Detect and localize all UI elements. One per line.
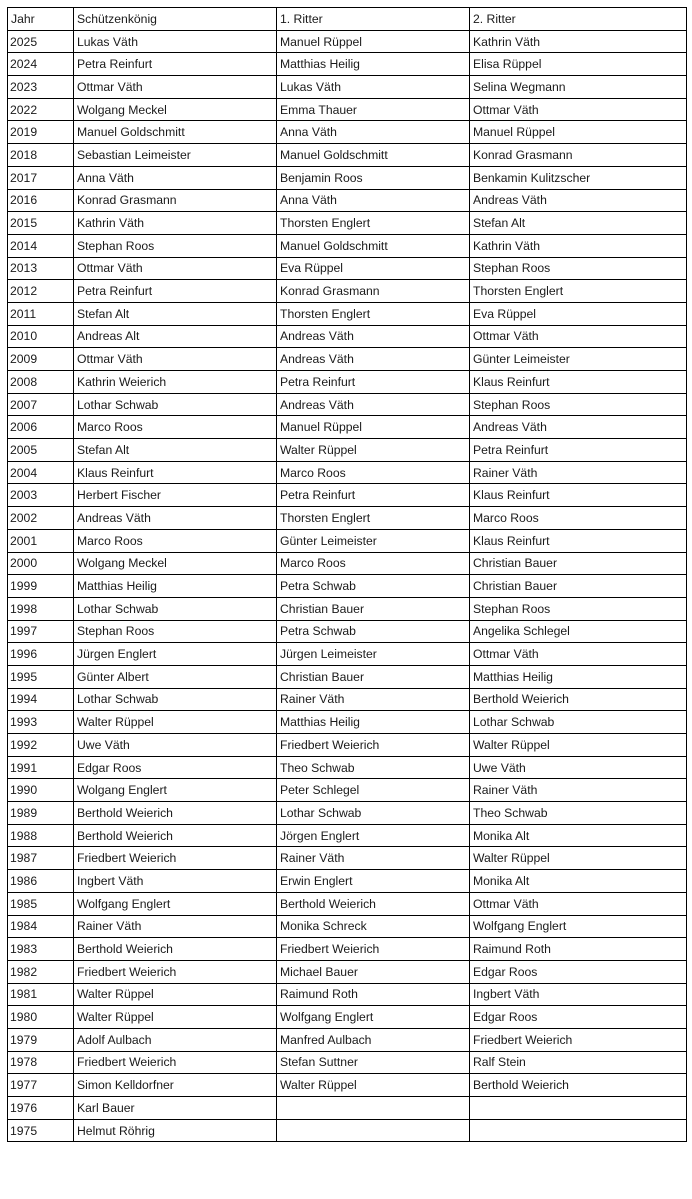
cell-king: Stephan Roos bbox=[74, 620, 277, 643]
cell-king: Karl Bauer bbox=[74, 1097, 277, 1120]
table-row bbox=[8, 1006, 687, 1029]
cell-knight1: Manfred Aulbach bbox=[277, 1028, 470, 1051]
cell-knight1: Walter Rüppel bbox=[277, 439, 470, 462]
table-row bbox=[8, 847, 687, 870]
cell-knight2: Stephan Roos bbox=[470, 597, 687, 620]
cell-knight2: Theo Schwab bbox=[470, 802, 687, 825]
cell-year: 2012 bbox=[8, 280, 74, 303]
cell-year: 1992 bbox=[8, 734, 74, 757]
table-row bbox=[8, 597, 687, 620]
cell-year: 2016 bbox=[8, 189, 74, 212]
cell-knight2: Eva Rüppel bbox=[470, 302, 687, 325]
cell-knight2: Monika Alt bbox=[470, 870, 687, 893]
cell-king: Ingbert Väth bbox=[74, 870, 277, 893]
cell-king: Lukas Väth bbox=[74, 30, 277, 53]
table-row bbox=[8, 1074, 687, 1097]
cell-knight1: Rainer Väth bbox=[277, 847, 470, 870]
table-row bbox=[8, 643, 687, 666]
cell-year: 1997 bbox=[8, 620, 74, 643]
cell-knight1: Manuel Goldschmitt bbox=[277, 234, 470, 257]
cell-king: Petra Reinfurt bbox=[74, 280, 277, 303]
table-row bbox=[8, 234, 687, 257]
cell-year: 1980 bbox=[8, 1006, 74, 1029]
cell-year: 2003 bbox=[8, 484, 74, 507]
cell-king: Friedbert Weierich bbox=[74, 960, 277, 983]
cell-year: 2022 bbox=[8, 98, 74, 121]
cell-year: 2007 bbox=[8, 393, 74, 416]
cell-king: Helmut Röhrig bbox=[74, 1119, 277, 1142]
cell-king: Manuel Goldschmitt bbox=[74, 121, 277, 144]
cell-knight1: Lukas Väth bbox=[277, 76, 470, 99]
cell-knight1: Jürgen Leimeister bbox=[277, 643, 470, 666]
cell-year: 1986 bbox=[8, 870, 74, 893]
cell-knight1: Michael Bauer bbox=[277, 960, 470, 983]
table-row bbox=[8, 552, 687, 575]
cell-year: 1987 bbox=[8, 847, 74, 870]
cell-year: 1994 bbox=[8, 688, 74, 711]
cell-king: Berthold Weierich bbox=[74, 824, 277, 847]
cell-king: Andreas Alt bbox=[74, 325, 277, 348]
cell-knight1: Petra Reinfurt bbox=[277, 371, 470, 394]
cell-king: Marco Roos bbox=[74, 529, 277, 552]
table-row bbox=[8, 76, 687, 99]
cell-king: Anna Väth bbox=[74, 166, 277, 189]
cell-knight1: Theo Schwab bbox=[277, 756, 470, 779]
cell-knight2: Klaus Reinfurt bbox=[470, 484, 687, 507]
cell-knight1: Marco Roos bbox=[277, 461, 470, 484]
cell-king: Adolf Aulbach bbox=[74, 1028, 277, 1051]
cell-knight1: Matthias Heilig bbox=[277, 53, 470, 76]
table-row bbox=[8, 575, 687, 598]
cell-knight1: Marco Roos bbox=[277, 552, 470, 575]
cell-king: Wolgang Englert bbox=[74, 779, 277, 802]
cell-year: 2005 bbox=[8, 439, 74, 462]
cell-year: 1993 bbox=[8, 711, 74, 734]
cell-knight2: Ottmar Väth bbox=[470, 98, 687, 121]
cell-year: 1989 bbox=[8, 802, 74, 825]
cell-knight1: Andreas Väth bbox=[277, 325, 470, 348]
cell-king: Stefan Alt bbox=[74, 302, 277, 325]
cell-year: 2010 bbox=[8, 325, 74, 348]
cell-king: Stefan Alt bbox=[74, 439, 277, 462]
table-row bbox=[8, 938, 687, 961]
table-row bbox=[8, 529, 687, 552]
table-row bbox=[8, 870, 687, 893]
cell-knight2: Raimund Roth bbox=[470, 938, 687, 961]
table-row bbox=[8, 325, 687, 348]
roster-body bbox=[8, 30, 687, 1142]
cell-year: 2015 bbox=[8, 212, 74, 235]
cell-year: 1983 bbox=[8, 938, 74, 961]
cell-king: Kathrin Weierich bbox=[74, 371, 277, 394]
cell-knight1: Konrad Grasmann bbox=[277, 280, 470, 303]
table-row bbox=[8, 53, 687, 76]
cell-year: 2013 bbox=[8, 257, 74, 280]
cell-knight1: Eva Rüppel bbox=[277, 257, 470, 280]
cell-king: Konrad Grasmann bbox=[74, 189, 277, 212]
table-row bbox=[8, 121, 687, 144]
cell-knight1: Petra Schwab bbox=[277, 620, 470, 643]
cell-knight1: Manuel Rüppel bbox=[277, 30, 470, 53]
table-row bbox=[8, 280, 687, 303]
cell-king: Jürgen Englert bbox=[74, 643, 277, 666]
cell-knight2: Stephan Roos bbox=[470, 393, 687, 416]
cell-king: Lothar Schwab bbox=[74, 688, 277, 711]
cell-knight2: Edgar Roos bbox=[470, 960, 687, 983]
cell-knight1: Jörgen Englert bbox=[277, 824, 470, 847]
cell-knight1: Berthold Weierich bbox=[277, 892, 470, 915]
cell-king: Lothar Schwab bbox=[74, 393, 277, 416]
cell-king: Wolgang Meckel bbox=[74, 98, 277, 121]
cell-knight2: Petra Reinfurt bbox=[470, 439, 687, 462]
cell-knight2: Berthold Weierich bbox=[470, 688, 687, 711]
cell-knight2: Ralf Stein bbox=[470, 1051, 687, 1074]
cell-year: 2023 bbox=[8, 76, 74, 99]
cell-knight2: Konrad Grasmann bbox=[470, 144, 687, 167]
cell-king: Marco Roos bbox=[74, 416, 277, 439]
cell-year: 1996 bbox=[8, 643, 74, 666]
cell-knight2: Rainer Väth bbox=[470, 461, 687, 484]
cell-knight2: Walter Rüppel bbox=[470, 734, 687, 757]
cell-knight1 bbox=[277, 1097, 470, 1120]
table-row bbox=[8, 892, 687, 915]
cell-year: 2011 bbox=[8, 302, 74, 325]
cell-knight2: Lothar Schwab bbox=[470, 711, 687, 734]
table-row bbox=[8, 665, 687, 688]
column-header-year: Jahr bbox=[8, 8, 74, 31]
cell-knight1: Monika Schreck bbox=[277, 915, 470, 938]
table-row bbox=[8, 756, 687, 779]
cell-year: 1976 bbox=[8, 1097, 74, 1120]
cell-knight1: Thorsten Englert bbox=[277, 212, 470, 235]
cell-knight1: Anna Väth bbox=[277, 121, 470, 144]
cell-year: 1982 bbox=[8, 960, 74, 983]
cell-knight2: Stephan Roos bbox=[470, 257, 687, 280]
cell-year: 1988 bbox=[8, 824, 74, 847]
cell-year: 1984 bbox=[8, 915, 74, 938]
cell-king: Rainer Väth bbox=[74, 915, 277, 938]
cell-year: 2019 bbox=[8, 121, 74, 144]
table-row bbox=[8, 1097, 687, 1120]
cell-knight2: Ingbert Väth bbox=[470, 983, 687, 1006]
table-row bbox=[8, 711, 687, 734]
cell-year: 2001 bbox=[8, 529, 74, 552]
cell-knight2: Andreas Väth bbox=[470, 416, 687, 439]
cell-knight2 bbox=[470, 1097, 687, 1120]
table-row bbox=[8, 439, 687, 462]
cell-knight2: Klaus Reinfurt bbox=[470, 529, 687, 552]
cell-king: Edgar Roos bbox=[74, 756, 277, 779]
cell-king: Friedbert Weierich bbox=[74, 847, 277, 870]
cell-year: 2014 bbox=[8, 234, 74, 257]
cell-knight1: Anna Väth bbox=[277, 189, 470, 212]
cell-knight1: Christian Bauer bbox=[277, 665, 470, 688]
cell-year: 2017 bbox=[8, 166, 74, 189]
table-row bbox=[8, 98, 687, 121]
table-row bbox=[8, 393, 687, 416]
cell-knight1 bbox=[277, 1119, 470, 1142]
header-row bbox=[8, 8, 687, 31]
cell-knight1: Benjamin Roos bbox=[277, 166, 470, 189]
cell-knight2: Kathrin Väth bbox=[470, 234, 687, 257]
table-row bbox=[8, 734, 687, 757]
table-row bbox=[8, 1119, 687, 1142]
cell-king: Sebastian Leimeister bbox=[74, 144, 277, 167]
table-row bbox=[8, 257, 687, 280]
cell-knight1: Günter Leimeister bbox=[277, 529, 470, 552]
cell-year: 2009 bbox=[8, 348, 74, 371]
cell-king: Berthold Weierich bbox=[74, 802, 277, 825]
cell-year: 1991 bbox=[8, 756, 74, 779]
cell-year: 2018 bbox=[8, 144, 74, 167]
cell-knight2: Selina Wegmann bbox=[470, 76, 687, 99]
cell-year: 2004 bbox=[8, 461, 74, 484]
cell-knight1: Petra Schwab bbox=[277, 575, 470, 598]
cell-knight1: Peter Schlegel bbox=[277, 779, 470, 802]
cell-knight2: Günter Leimeister bbox=[470, 348, 687, 371]
table-row bbox=[8, 484, 687, 507]
cell-knight2: Ottmar Väth bbox=[470, 325, 687, 348]
table-row bbox=[8, 915, 687, 938]
cell-knight1: Manuel Goldschmitt bbox=[277, 144, 470, 167]
table-row bbox=[8, 688, 687, 711]
cell-king: Walter Rüppel bbox=[74, 711, 277, 734]
cell-knight2: Edgar Roos bbox=[470, 1006, 687, 1029]
table-row bbox=[8, 960, 687, 983]
cell-king: Ottmar Väth bbox=[74, 76, 277, 99]
cell-king: Ottmar Väth bbox=[74, 257, 277, 280]
cell-knight2: Marco Roos bbox=[470, 507, 687, 530]
cell-knight2: Manuel Rüppel bbox=[470, 121, 687, 144]
cell-king: Berthold Weierich bbox=[74, 938, 277, 961]
cell-knight2: Wolfgang Englert bbox=[470, 915, 687, 938]
cell-king: Walter Rüppel bbox=[74, 983, 277, 1006]
cell-knight2: Uwe Väth bbox=[470, 756, 687, 779]
table-row bbox=[8, 212, 687, 235]
cell-knight1: Andreas Väth bbox=[277, 393, 470, 416]
cell-knight2: Kathrin Väth bbox=[470, 30, 687, 53]
cell-king: Stephan Roos bbox=[74, 234, 277, 257]
cell-king: Herbert Fischer bbox=[74, 484, 277, 507]
cell-king: Lothar Schwab bbox=[74, 597, 277, 620]
cell-knight1: Raimund Roth bbox=[277, 983, 470, 1006]
cell-year: 1998 bbox=[8, 597, 74, 620]
cell-king: Klaus Reinfurt bbox=[74, 461, 277, 484]
column-header-knight1: 1. Ritter bbox=[277, 8, 470, 31]
cell-knight2: Andreas Väth bbox=[470, 189, 687, 212]
cell-knight2: Angelika Schlegel bbox=[470, 620, 687, 643]
column-header-knight2: 2. Ritter bbox=[470, 8, 687, 31]
cell-year: 1979 bbox=[8, 1028, 74, 1051]
cell-knight1: Wolfgang Englert bbox=[277, 1006, 470, 1029]
cell-knight1: Erwin Englert bbox=[277, 870, 470, 893]
cell-king: Friedbert Weierich bbox=[74, 1051, 277, 1074]
cell-king: Petra Reinfurt bbox=[74, 53, 277, 76]
cell-year: 1977 bbox=[8, 1074, 74, 1097]
cell-year: 2006 bbox=[8, 416, 74, 439]
cell-year: 2024 bbox=[8, 53, 74, 76]
cell-knight1: Petra Reinfurt bbox=[277, 484, 470, 507]
cell-knight2: Klaus Reinfurt bbox=[470, 371, 687, 394]
table-row bbox=[8, 507, 687, 530]
table-row bbox=[8, 416, 687, 439]
cell-knight1: Friedbert Weierich bbox=[277, 938, 470, 961]
cell-knight2: Berthold Weierich bbox=[470, 1074, 687, 1097]
cell-king: Wolgang Meckel bbox=[74, 552, 277, 575]
cell-knight2: Stefan Alt bbox=[470, 212, 687, 235]
table-row bbox=[8, 779, 687, 802]
table-row bbox=[8, 824, 687, 847]
cell-knight2 bbox=[470, 1119, 687, 1142]
cell-knight1: Manuel Rüppel bbox=[277, 416, 470, 439]
cell-knight1: Lothar Schwab bbox=[277, 802, 470, 825]
cell-king: Walter Rüppel bbox=[74, 1006, 277, 1029]
cell-year: 2025 bbox=[8, 30, 74, 53]
cell-knight2: Rainer Väth bbox=[470, 779, 687, 802]
table-row bbox=[8, 30, 687, 53]
cell-king: Günter Albert bbox=[74, 665, 277, 688]
cell-knight2: Walter Rüppel bbox=[470, 847, 687, 870]
cell-king: Matthias Heilig bbox=[74, 575, 277, 598]
cell-knight2: Christian Bauer bbox=[470, 552, 687, 575]
cell-knight2: Christian Bauer bbox=[470, 575, 687, 598]
cell-knight2: Elisa Rüppel bbox=[470, 53, 687, 76]
cell-knight1: Andreas Väth bbox=[277, 348, 470, 371]
roster-table bbox=[7, 7, 687, 1142]
table-row bbox=[8, 461, 687, 484]
cell-knight2: Thorsten Englert bbox=[470, 280, 687, 303]
table-row bbox=[8, 302, 687, 325]
cell-year: 1999 bbox=[8, 575, 74, 598]
cell-knight2: Monika Alt bbox=[470, 824, 687, 847]
cell-year: 2002 bbox=[8, 507, 74, 530]
table-row bbox=[8, 1028, 687, 1051]
table-row bbox=[8, 348, 687, 371]
cell-king: Andreas Väth bbox=[74, 507, 277, 530]
cell-knight1: Christian Bauer bbox=[277, 597, 470, 620]
cell-year: 1990 bbox=[8, 779, 74, 802]
cell-king: Kathrin Väth bbox=[74, 212, 277, 235]
cell-king: Ottmar Väth bbox=[74, 348, 277, 371]
cell-knight1: Walter Rüppel bbox=[277, 1074, 470, 1097]
cell-year: 1995 bbox=[8, 665, 74, 688]
cell-year: 1985 bbox=[8, 892, 74, 915]
cell-knight1: Matthias Heilig bbox=[277, 711, 470, 734]
table-row bbox=[8, 983, 687, 1006]
cell-knight2: Benkamin Kulitzscher bbox=[470, 166, 687, 189]
cell-king: Simon Kelldorfner bbox=[74, 1074, 277, 1097]
cell-knight1: Emma Thauer bbox=[277, 98, 470, 121]
cell-year: 2008 bbox=[8, 371, 74, 394]
cell-year: 1981 bbox=[8, 983, 74, 1006]
cell-knight1: Rainer Väth bbox=[277, 688, 470, 711]
cell-year: 1978 bbox=[8, 1051, 74, 1074]
cell-knight1: Stefan Suttner bbox=[277, 1051, 470, 1074]
cell-knight1: Friedbert Weierich bbox=[277, 734, 470, 757]
cell-knight1: Thorsten Englert bbox=[277, 507, 470, 530]
column-header-king: Schützenkönig bbox=[74, 8, 277, 31]
table-row bbox=[8, 802, 687, 825]
cell-king: Uwe Väth bbox=[74, 734, 277, 757]
table-row bbox=[8, 1051, 687, 1074]
table-row bbox=[8, 189, 687, 212]
cell-knight2: Matthias Heilig bbox=[470, 665, 687, 688]
table-row bbox=[8, 166, 687, 189]
table-row bbox=[8, 371, 687, 394]
cell-year: 2000 bbox=[8, 552, 74, 575]
cell-knight2: Ottmar Väth bbox=[470, 892, 687, 915]
cell-knight1: Thorsten Englert bbox=[277, 302, 470, 325]
cell-knight2: Friedbert Weierich bbox=[470, 1028, 687, 1051]
cell-year: 1975 bbox=[8, 1119, 74, 1142]
table-row bbox=[8, 620, 687, 643]
cell-king: Wolfgang Englert bbox=[74, 892, 277, 915]
table-row bbox=[8, 144, 687, 167]
cell-knight2: Ottmar Väth bbox=[470, 643, 687, 666]
